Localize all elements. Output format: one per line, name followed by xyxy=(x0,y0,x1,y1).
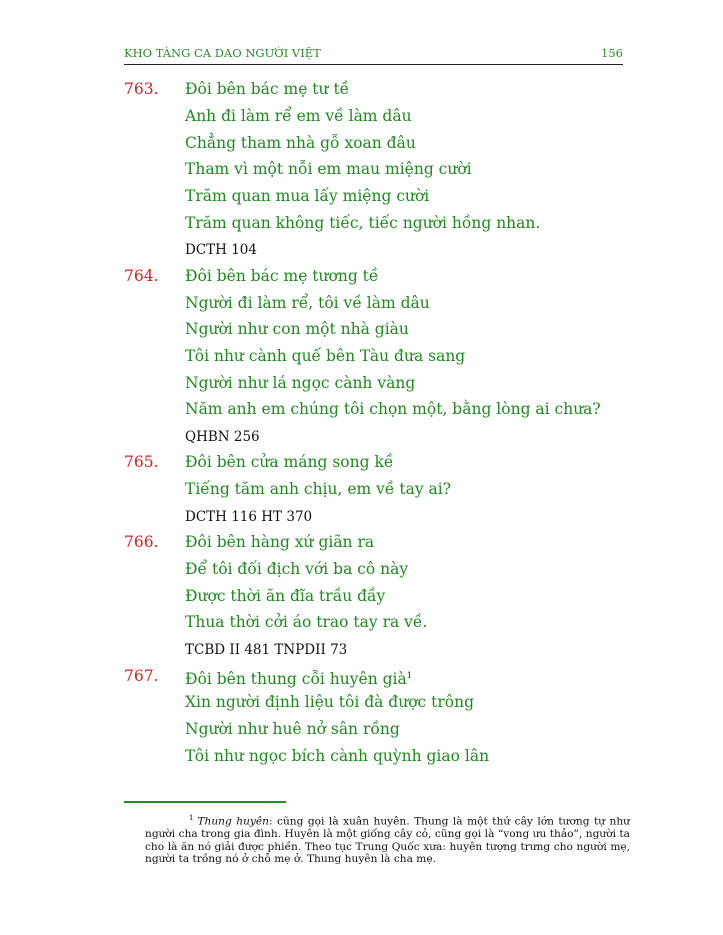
verse-line: Tôi như cành quế bên Tàu đưa sang xyxy=(185,347,466,365)
verse-line: Đôi bên bác mẹ tương tề xyxy=(185,267,379,285)
verse-line: Đôi bên bác mẹ tư tề xyxy=(185,80,350,98)
entry-number: 766. xyxy=(124,533,159,551)
footnote-text: : cũng gọi là xuân huyên. Thung là một thứ cây lớn tương tự như người cha trong gia đình. Huyên là một giống cây cỏ, cũng gọi là “vong ưu thảo”, người ta cho là ăn nó giải được phiền. Theo tục Trung Quốc xưa: huyên tượng trưng cho người mẹ, người ta trồng nó ở chỗ mẹ ở. Thung huyên là cha mẹ. xyxy=(145,815,631,866)
verse-line: Chẳng tham nhà gỗ xoan đâu xyxy=(185,134,416,152)
source-reference: DCTH 104 xyxy=(185,242,257,258)
verse-line: Đôi bên cửa máng song kề xyxy=(185,453,394,471)
verse-line: Người như lá ngọc cành vàng xyxy=(185,374,416,392)
page-header xyxy=(124,44,623,65)
footnote-mark: 1 xyxy=(189,814,194,822)
verse-line: Người đi làm rể, tôi về làm dâu xyxy=(185,294,430,312)
verse-line xyxy=(185,666,412,689)
verse-line: Tôi như ngọc bích cành quỳnh giao lân xyxy=(185,747,490,765)
verse-line: Để tôi đối địch với ba cô này xyxy=(185,560,409,578)
verse-line: Trăm quan mua lấy miệng cười xyxy=(185,187,430,205)
verse-line: Đôi bên hàng xứ giãn ra xyxy=(185,533,375,551)
footnote-term: Thung huyên xyxy=(197,815,269,828)
entry-number: 764. xyxy=(124,267,159,285)
source-reference: TCBD II 481 TNPDII 73 xyxy=(185,642,348,658)
book-title: KHO TÀNG CA DAO NGƯỜI VIỆT xyxy=(124,46,321,60)
verse-line: Trăm quan không tiếc, tiếc người hồng nhan. xyxy=(185,214,541,232)
footnote-reference[interactable]: 1 xyxy=(406,671,412,680)
verse-line: Người như con một nhà giàu xyxy=(185,320,409,338)
verse-line: Người như huê nở sân rồng xyxy=(185,720,400,738)
footnote xyxy=(145,812,630,866)
verse-line: Năm anh em chúng tôi chọn một, bằng lòng ai chưa? xyxy=(185,400,601,418)
source-reference: QHBN 256 xyxy=(185,429,260,445)
page-number: 156 xyxy=(601,46,623,60)
verse-line: Xin người định liệu tôi đà được trông xyxy=(185,693,475,711)
verse-line: Tiếng tăm anh chịu, em về tay ai? xyxy=(185,480,452,498)
verse-line: Tham vì một nỗi em mau miệng cười xyxy=(185,160,472,178)
entry-number: 767. xyxy=(124,667,159,685)
verse-line: Thua thời cởi áo trao tay ra về. xyxy=(185,613,428,631)
entry-number: 765. xyxy=(124,453,159,471)
verse-line: Anh đi làm rể em về làm dâu xyxy=(185,107,412,125)
verse-text: Đôi bên thung cỗi huyên già xyxy=(185,670,407,689)
verse-line: Được thời ăn đĩa trầu đầy xyxy=(185,587,386,605)
footnote-divider xyxy=(124,801,286,803)
entry-number: 763. xyxy=(124,80,159,98)
source-reference: DCTH 116 HT 370 xyxy=(185,509,313,525)
